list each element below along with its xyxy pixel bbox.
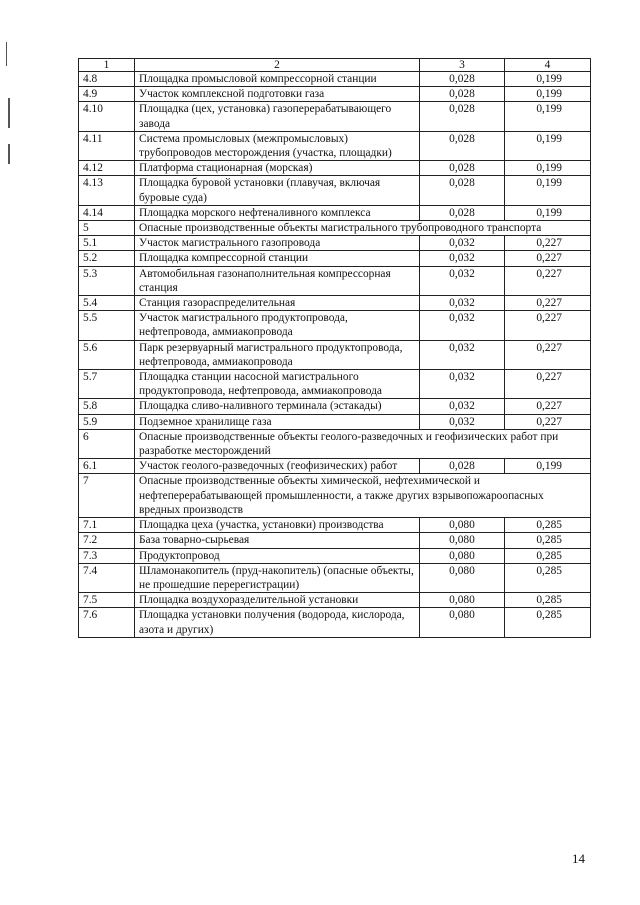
row-number: 5.2 xyxy=(79,251,135,266)
coefficient-col-3: 0,028 xyxy=(420,176,505,205)
row-number: 4.10 xyxy=(79,102,135,131)
coefficient-col-3: 0,032 xyxy=(420,340,505,369)
section-title: Опасные производственные объекты геолого-разведочных и геофизических работ при разработке месторождений xyxy=(135,429,591,458)
scan-edge-mark xyxy=(8,144,10,164)
table-row xyxy=(79,236,591,251)
section-row xyxy=(79,221,591,236)
coefficient-col-4: 0,199 xyxy=(505,72,591,87)
row-number: 7.1 xyxy=(79,518,135,533)
coefficient-col-3: 0,028 xyxy=(420,205,505,220)
coefficient-col-3: 0,032 xyxy=(420,370,505,399)
header-col-2: 2 xyxy=(135,59,420,72)
row-number: 7 xyxy=(79,474,135,518)
coefficient-col-3: 0,032 xyxy=(420,236,505,251)
table-row xyxy=(79,131,591,160)
table-row xyxy=(79,414,591,429)
row-number: 5.7 xyxy=(79,370,135,399)
object-name: Система промысловых (межпромысловых) трубопроводов месторождения (участка, площадки) xyxy=(135,131,420,160)
table-row xyxy=(79,370,591,399)
object-name: Станция газораспределительная xyxy=(135,296,420,311)
section-title: Опасные производственные объекты химической, нефтехимической и нефтеперерабатывающей промышленности, а также других взрывопожароопасных вредных производств xyxy=(135,474,591,518)
object-name: База товарно-сырьевая xyxy=(135,533,420,548)
coefficient-col-3: 0,032 xyxy=(420,414,505,429)
coefficient-col-3: 0,028 xyxy=(420,459,505,474)
coefficient-col-4: 0,285 xyxy=(505,608,591,637)
coefficient-col-3: 0,028 xyxy=(420,102,505,131)
row-number: 6 xyxy=(79,429,135,458)
coefficient-col-3: 0,032 xyxy=(420,399,505,414)
row-number: 7.2 xyxy=(79,533,135,548)
coefficient-col-4: 0,227 xyxy=(505,251,591,266)
object-name: Участок геолого-разведочных (геофизических) работ xyxy=(135,459,420,474)
coefficient-col-3: 0,028 xyxy=(420,72,505,87)
row-number: 4.12 xyxy=(79,161,135,176)
table-row xyxy=(79,548,591,563)
row-number: 4.14 xyxy=(79,205,135,220)
coefficient-col-3: 0,028 xyxy=(420,131,505,160)
coefficient-col-4: 0,227 xyxy=(505,340,591,369)
coefficient-col-4: 0,199 xyxy=(505,176,591,205)
table-row xyxy=(79,251,591,266)
coefficient-col-4: 0,199 xyxy=(505,459,591,474)
coefficient-col-3: 0,080 xyxy=(420,608,505,637)
row-number: 7.5 xyxy=(79,593,135,608)
object-name: Парк резервуарный магистрального продуктопровода, нефтепровода, аммиакопровода xyxy=(135,340,420,369)
coefficient-col-4: 0,227 xyxy=(505,399,591,414)
coefficient-col-4: 0,227 xyxy=(505,370,591,399)
coefficient-col-3: 0,032 xyxy=(420,266,505,295)
coefficient-col-4: 0,285 xyxy=(505,563,591,592)
object-name: Участок магистрального газопровода xyxy=(135,236,420,251)
coefficient-col-4: 0,285 xyxy=(505,593,591,608)
object-name: Площадка морского нефтеналивного комплекса xyxy=(135,205,420,220)
table-row xyxy=(79,593,591,608)
row-number: 7.4 xyxy=(79,563,135,592)
object-name: Площадка сливо-наливного терминала (эстакады) xyxy=(135,399,420,414)
table-header-row xyxy=(79,59,591,72)
object-name: Площадка воздухоразделительной установки xyxy=(135,593,420,608)
object-name: Площадка цеха (участка, установки) производства xyxy=(135,518,420,533)
section-row xyxy=(79,429,591,458)
coefficient-col-4: 0,199 xyxy=(505,161,591,176)
table-row xyxy=(79,563,591,592)
header-col-1: 1 xyxy=(79,59,135,72)
object-name: Площадка компрессорной станции xyxy=(135,251,420,266)
coefficient-col-3: 0,080 xyxy=(420,518,505,533)
table-row xyxy=(79,340,591,369)
table-row xyxy=(79,459,591,474)
section-row xyxy=(79,474,591,518)
table-row xyxy=(79,161,591,176)
object-name: Площадка станции насосной магистрального продуктопровода, нефтепровода, аммиакопровода xyxy=(135,370,420,399)
table-row xyxy=(79,102,591,131)
table-row xyxy=(79,72,591,87)
row-number: 5.6 xyxy=(79,340,135,369)
row-number: 5 xyxy=(79,221,135,236)
object-name: Площадка буровой установки (плавучая, включая буровые суда) xyxy=(135,176,420,205)
row-number: 5.5 xyxy=(79,311,135,340)
coefficient-col-4: 0,199 xyxy=(505,131,591,160)
object-name: Автомобильная газонаполнительная компрессорная станция xyxy=(135,266,420,295)
table-row xyxy=(79,296,591,311)
table-row xyxy=(79,608,591,637)
object-name: Участок комплексной подготовки газа xyxy=(135,87,420,102)
scan-edge-mark xyxy=(6,42,7,66)
coefficient-col-4: 0,285 xyxy=(505,533,591,548)
table-row xyxy=(79,205,591,220)
object-name: Площадка установки получения (водорода, кислорода, азота и других) xyxy=(135,608,420,637)
object-name: Площадка промысловой компрессорной станции xyxy=(135,72,420,87)
object-name: Площадка (цех, установка) газоперерабатывающего завода xyxy=(135,102,420,131)
scan-edge-mark xyxy=(8,98,10,128)
object-name: Участок магистрального продуктопровода, нефтепровода, аммиакопровода xyxy=(135,311,420,340)
row-number: 5.3 xyxy=(79,266,135,295)
coefficient-col-4: 0,227 xyxy=(505,266,591,295)
table-row xyxy=(79,399,591,414)
row-number: 5.4 xyxy=(79,296,135,311)
coefficient-col-4: 0,285 xyxy=(505,518,591,533)
coefficient-col-4: 0,227 xyxy=(505,414,591,429)
coefficient-col-4: 0,285 xyxy=(505,548,591,563)
object-name: Шламонакопитель (пруд-накопитель) (опасные объекты, не прошедшие перерегистрации) xyxy=(135,563,420,592)
page-number: 14 xyxy=(572,851,585,866)
coefficient-col-4: 0,227 xyxy=(505,311,591,340)
header-col-3: 3 xyxy=(420,59,505,72)
coefficient-col-4: 0,199 xyxy=(505,87,591,102)
section-title: Опасные производственные объекты магистрального трубопроводного транспорта xyxy=(135,221,591,236)
row-number: 5.8 xyxy=(79,399,135,414)
table-row xyxy=(79,176,591,205)
coefficient-col-3: 0,080 xyxy=(420,533,505,548)
hazard-coefficient-table xyxy=(78,58,591,638)
coefficient-col-3: 0,080 xyxy=(420,548,505,563)
coefficient-col-3: 0,028 xyxy=(420,87,505,102)
coefficient-col-4: 0,199 xyxy=(505,102,591,131)
coefficient-col-3: 0,028 xyxy=(420,161,505,176)
header-col-4: 4 xyxy=(505,59,591,72)
coefficient-col-3: 0,032 xyxy=(420,251,505,266)
coefficient-col-4: 0,227 xyxy=(505,296,591,311)
coefficient-col-3: 0,032 xyxy=(420,296,505,311)
row-number: 4.8 xyxy=(79,72,135,87)
object-name: Подземное хранилище газа xyxy=(135,414,420,429)
coefficient-col-4: 0,227 xyxy=(505,236,591,251)
row-number: 5.9 xyxy=(79,414,135,429)
coefficient-col-3: 0,080 xyxy=(420,593,505,608)
row-number: 7.3 xyxy=(79,548,135,563)
row-number: 6.1 xyxy=(79,459,135,474)
row-number: 7.6 xyxy=(79,608,135,637)
object-name: Продуктопровод xyxy=(135,548,420,563)
table-row xyxy=(79,518,591,533)
table-row xyxy=(79,311,591,340)
coefficient-col-3: 0,080 xyxy=(420,563,505,592)
row-number: 4.9 xyxy=(79,87,135,102)
row-number: 4.13 xyxy=(79,176,135,205)
coefficient-col-4: 0,199 xyxy=(505,205,591,220)
coefficient-col-3: 0,032 xyxy=(420,311,505,340)
object-name: Платформа стационарная (морская) xyxy=(135,161,420,176)
table-row xyxy=(79,266,591,295)
row-number: 5.1 xyxy=(79,236,135,251)
table-row xyxy=(79,533,591,548)
row-number: 4.11 xyxy=(79,131,135,160)
table-row xyxy=(79,87,591,102)
